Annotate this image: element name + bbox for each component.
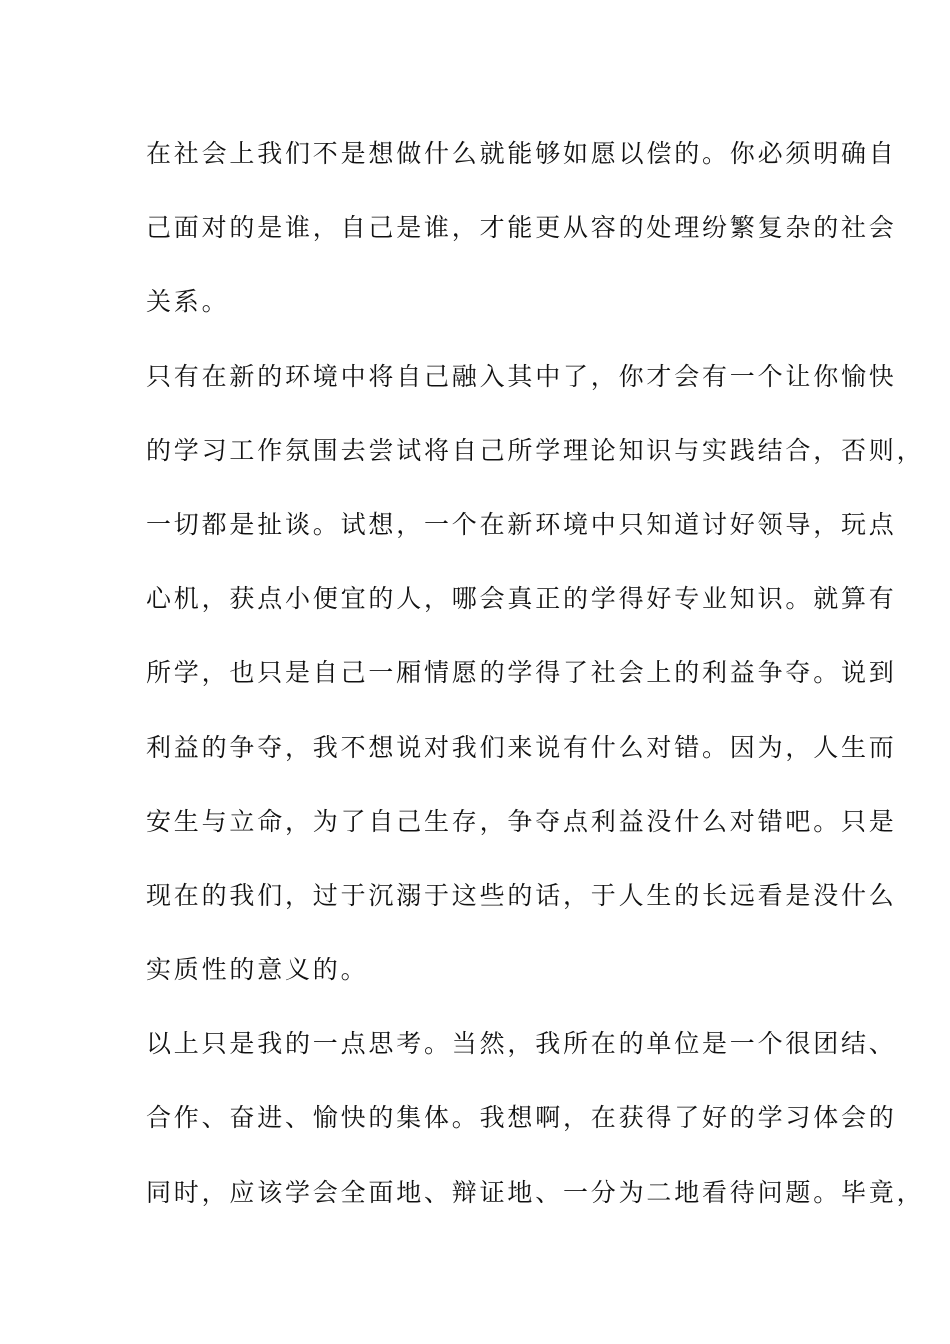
text-line-8: 所学，也只是自己一厢情愿的学得了社会上的利益争夺。说到	[146, 658, 897, 688]
text-line-1: 在社会上我们不是想做什么就能够如愿以偿的。你必须明确自	[146, 139, 897, 168]
text-line-13: 以上只是我的一点思考。当然，我所在的单位是一个很团结、	[146, 1029, 897, 1059]
text-line-10: 安生与立命，为了自己生存，争夺点利益没什么对错吧。只是	[146, 806, 897, 836]
text-line-4: 只有在新的环境中将自己融入其中了，你才会有一个让你愉快	[146, 361, 897, 391]
text-line-11: 现在的我们，过于沉溺于这些的话，于人生的长远看是没什么	[146, 880, 897, 910]
text-line-9: 利益的争夺，我不想说对我们来说有什么对错。因为，人生而	[146, 732, 897, 762]
text-line-6: 一切都是扯谈。试想，一个在新环境中只知道讨好领导，玩点	[146, 509, 897, 539]
text-line-7: 心机，获点小便宜的人，哪会真正的学得好专业知识。就算有	[146, 584, 897, 614]
text-line-14: 合作、奋进、愉快的集体。我想啊，在获得了好的学习体会的	[146, 1103, 897, 1133]
text-line-5: 的学习工作氛围去尝试将自己所学理论知识与实践结合，否则，	[146, 435, 925, 465]
text-line-12: 实质性的意义的。	[146, 955, 369, 985]
text-line-3: 关系。	[146, 287, 230, 317]
document-body	[146, 134, 925, 1247]
text-line-15: 同时，应该学会全面地、辩证地、一分为二地看待问题。毕竟，	[146, 1177, 925, 1207]
text-line-2: 己面对的是谁，自己是谁，才能更从容的处理纷繁复杂的社会	[146, 213, 897, 243]
